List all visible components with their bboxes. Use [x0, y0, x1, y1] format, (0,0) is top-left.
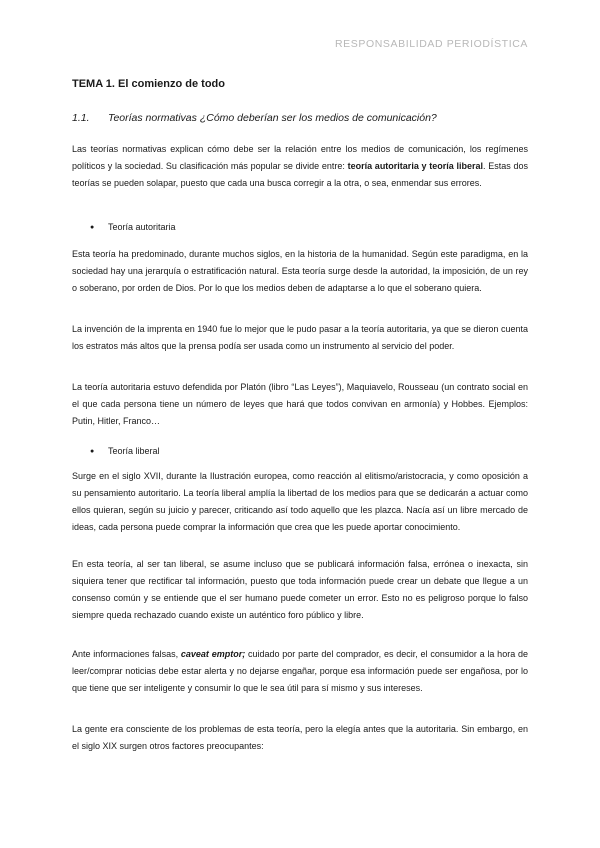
bullet-liberal — [90, 446, 160, 456]
bullet-label: Teoría liberal — [108, 446, 160, 456]
paragraph-liberal-1 — [72, 468, 528, 536]
paragraph-liberal-4 — [72, 721, 528, 755]
paragraph-authoritarian-2 — [72, 321, 528, 355]
paragraph-authoritarian-1 — [72, 246, 528, 297]
paragraph-text: La gente era consciente de los problemas de esta teoría, pero la elegía antes que la autoritaria. Sin embargo, en el siglo XIX surgen otros factores preocupantes: — [72, 724, 528, 751]
paragraph-text: Esta teoría ha predominado, durante muchos siglos, en la historia de la humanidad. Según este paradigma, en la sociedad hay una jerarquía o estratificación natural. Esta teoría surge desde la autoridad, la imposición, de un rey o soberano, por orden de Dios. Por lo que los medios deben de adaptarse a lo que el soberano quiera. — [72, 249, 528, 293]
bullet-label: Teoría autoritaria — [108, 222, 176, 232]
section-heading — [72, 112, 528, 124]
bullet-authoritarian — [90, 222, 176, 232]
running-header: RESPONSABILIDAD PERIODÍSTICA — [334, 38, 528, 50]
bullet-dot-icon: ● — [90, 224, 95, 231]
bullet-dot-icon: ● — [90, 448, 95, 455]
intro-bold: teoría autoritaria y teoría liberal — [347, 160, 484, 171]
paragraph-intro — [72, 141, 528, 192]
paragraph-liberal-2 — [72, 556, 528, 624]
intro-text-a: Las teorías normativas explican cómo debe ser la relación entre los medios de comunicación, los regímenes políticos y la sociedad. Su clasificación más popular se divide entre: — [72, 144, 528, 171]
paragraph-authoritarian-3 — [72, 379, 528, 430]
paragraph-text: En esta teoría, al ser tan liberal, se asume incluso que se publicará información falsa, errónea o inexacta, sin siquiera tener que rectificar tal información, puesto que toda información puede crear un debate que llegue a un consenso común y se entiende que el ser humano puede cometer un error. Esto no es peligroso porque lo falso siempre queda rechazado cuando existe un auténtico foro público y libre. — [72, 559, 528, 620]
caveat-text-a: Ante informaciones falsas, — [72, 649, 181, 659]
section-number: 1.1. — [72, 112, 90, 124]
intro-text-c: . Estas dos teorías se pueden solapar, puesto que cada una busca corregir a la otra, o sea, enmendar sus errores. — [72, 160, 528, 188]
paragraph-liberal-3 — [72, 646, 528, 697]
caveat-emptor: caveat emptor; — [180, 649, 246, 659]
paragraph-text: La teoría autoritaria estuvo defendida por Platón (libro “Las Leyes”), Maquiavelo, Rousseau (un contrato social en el que cada persona tiene un número de leyes que hará que todos convivan en armonía) y Hobbes. Ejemplos: Putin, Hitler, Franco… — [72, 382, 528, 426]
paragraph-text: La invención de la imprenta en 1940 fue lo mejor que le pudo pasar a la teoría autoritaria, ya que se dieron cuenta los estratos más altos que la prensa podía ser usada como un instrumento al servicio del poder. — [72, 324, 528, 351]
chapter-title: TEMA 1. El comienzo de todo — [72, 78, 225, 90]
section-title: Teorías normativas ¿Cómo deberían ser los medios de comunicación? — [108, 112, 437, 124]
caveat-text-c: cuidado por parte del comprador, es decir, el consumidor a la hora de leer/comprar noticias debe estar alerta y no dejarse engañar, porque esa información puede ser engañosa, por lo que tiene que ser inteligente y consumir lo que le sea útil para sí mismo y sus intereses. — [72, 649, 528, 693]
paragraph-text: Surge en el siglo XVII, durante la Ilustración europea, como reacción al elitismo/aristocracia, y como oposición a su pensamiento autoritario. La teoría liberal amplía la libertad de los medios para que se dedicarán a actuar como ellos quieran, según su juicio y parecer, criticando así todo aquello que les plazca. Nacía así un libre mercado de ideas, cada persona puede comprar la información que crea que les puede aportar conocimiento. — [72, 471, 528, 532]
